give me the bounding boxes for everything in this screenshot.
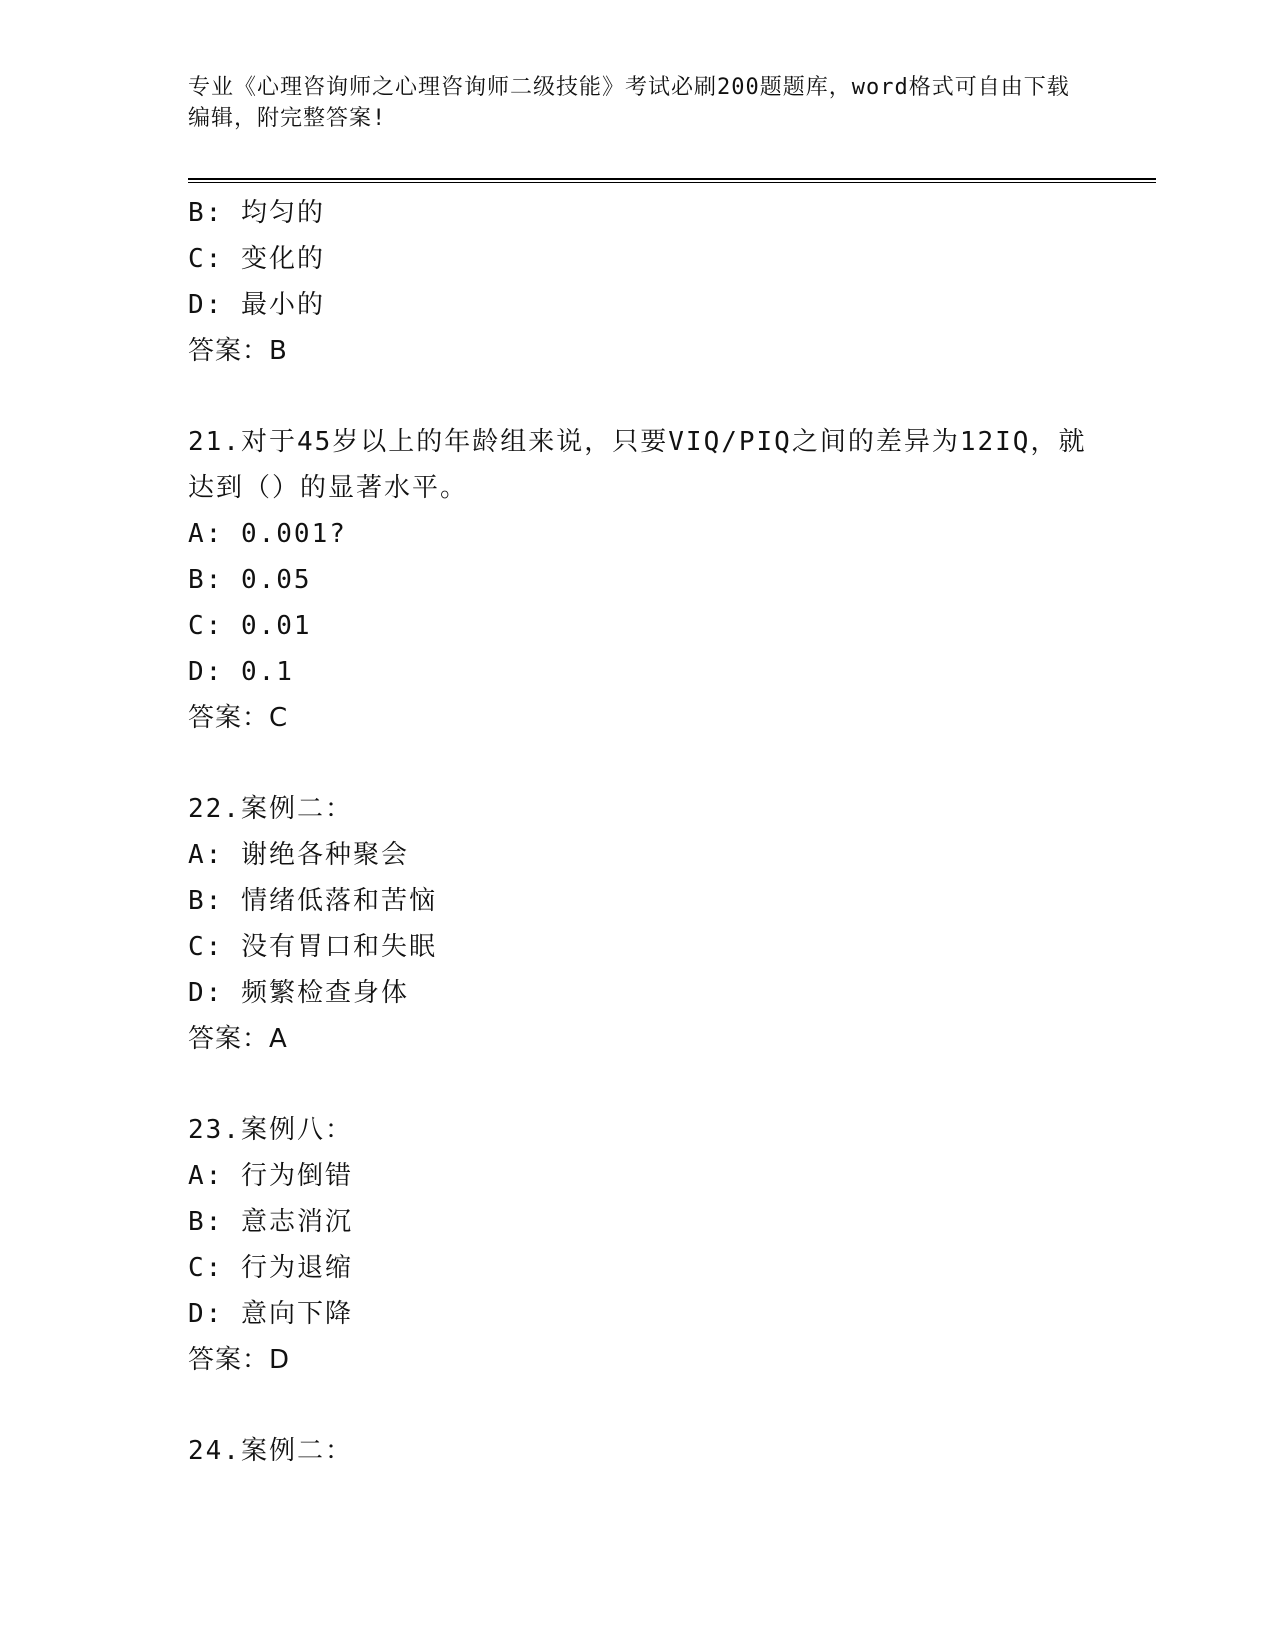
question-block bbox=[188, 1107, 1156, 1383]
option-d: D: 频繁检查身体 bbox=[188, 978, 409, 1008]
question-block bbox=[188, 419, 1156, 741]
question-stem: 24.案例二： bbox=[188, 1436, 353, 1466]
question-block bbox=[188, 786, 1156, 1062]
option-d: D: 最小的 bbox=[188, 290, 325, 320]
option-c: C: 没有胃口和失眠 bbox=[188, 932, 437, 962]
answer-line: 答案：C bbox=[188, 703, 289, 733]
question-stem: 22.案例二： bbox=[188, 794, 353, 824]
answer-line: 答案：B bbox=[188, 336, 288, 366]
header-divider bbox=[188, 178, 1156, 183]
option-b: B: 0.05 bbox=[188, 565, 312, 595]
option-c: C: 0.01 bbox=[188, 611, 312, 641]
option-d: D: 意向下降 bbox=[188, 1299, 353, 1329]
option-c: C: 行为退缩 bbox=[188, 1253, 353, 1283]
answer-line: 答案：A bbox=[188, 1024, 288, 1054]
option-b: B: 意志消沉 bbox=[188, 1207, 353, 1237]
question-stem: 23.案例八： bbox=[188, 1115, 353, 1145]
page-header: 专业《心理咨询师之心理咨询师二级技能》考试必刷200题题库，word格式可自由下载编辑，附完整答案! bbox=[188, 75, 1070, 131]
option-c: C: 变化的 bbox=[188, 244, 325, 274]
option-b: B: 情绪低落和苦恼 bbox=[188, 886, 437, 916]
question-block bbox=[188, 1428, 1156, 1474]
answer-line: 答案：D bbox=[188, 1345, 291, 1375]
option-a: A: 行为倒错 bbox=[188, 1161, 353, 1191]
question-list bbox=[188, 190, 1156, 1474]
question-stem: 21.对于45岁以上的年龄组来说，只要VIQ/PIQ之间的差异为12IQ，就达到（）的显著水平。 bbox=[188, 427, 1087, 503]
question-block-partial bbox=[188, 190, 1156, 374]
option-b: B: 均匀的 bbox=[188, 198, 325, 228]
option-d: D: 0.1 bbox=[188, 657, 294, 687]
option-a: A: 0.001? bbox=[188, 519, 347, 549]
option-a: A: 谢绝各种聚会 bbox=[188, 840, 409, 870]
